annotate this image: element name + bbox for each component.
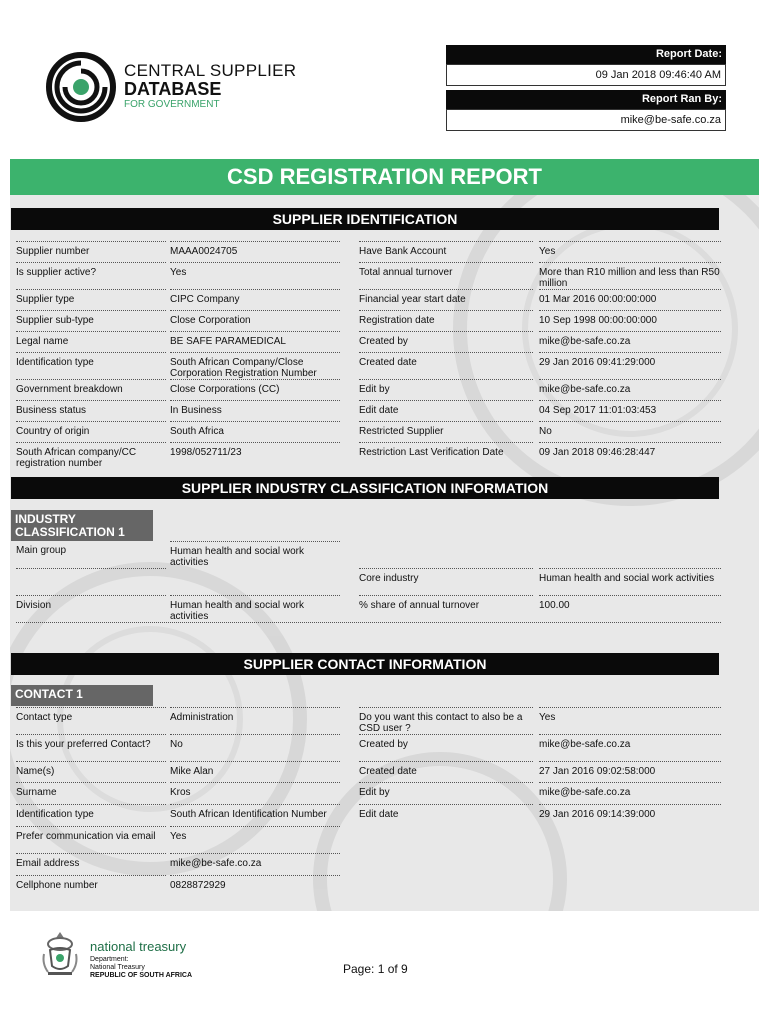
supplier-row-7-label-2: Edit by bbox=[359, 379, 533, 400]
contact-row-5-value: South African Identification Number bbox=[170, 804, 340, 826]
national-treasury-department bbox=[90, 956, 145, 972]
supplier-row-5-label: Legal name bbox=[16, 331, 166, 352]
supplier-row-5-label-2: Created by bbox=[359, 331, 533, 352]
supplier-row-5-value-2: mike@be-safe.co.za bbox=[539, 331, 721, 352]
report-title: CSD REGISTRATION REPORT bbox=[10, 159, 759, 195]
supplier-row-3-label: Supplier type bbox=[16, 289, 166, 310]
coat-of-arms-icon bbox=[40, 928, 80, 976]
share-turnover-label: % share of annual turnover bbox=[359, 595, 533, 622]
contact-row-8-label: Cellphone number bbox=[16, 875, 166, 897]
supplier-row-4-label: Supplier sub-type bbox=[16, 310, 166, 331]
supplier-row-4-value: Close Corporation bbox=[170, 310, 340, 331]
section-contact-information: SUPPLIER CONTACT INFORMATION bbox=[11, 653, 719, 675]
supplier-row-1-value-2: Yes bbox=[539, 241, 721, 262]
logo-line-3: FOR GOVERNMENT bbox=[124, 99, 220, 110]
report-footer bbox=[0, 915, 770, 1024]
supplier-row-3-value-2: 01 Mar 2016 00:00:00:000 bbox=[539, 289, 721, 310]
supplier-row-4-label-2: Registration date bbox=[359, 310, 533, 331]
contact-row-4-value-2: mike@be-safe.co.za bbox=[539, 782, 721, 804]
supplier-row-10-label: South African company/CC registration number bbox=[16, 442, 166, 469]
supplier-row-2-label: Is supplier active? bbox=[16, 262, 166, 289]
national-treasury-name: national treasury bbox=[90, 939, 187, 954]
contact-row-6-value: Yes bbox=[170, 826, 340, 853]
main-group-label: Main group bbox=[16, 545, 67, 556]
supplier-row-6-label-2: Created date bbox=[359, 352, 533, 379]
contact-row-7-label: Email address bbox=[16, 853, 166, 875]
supplier-row-2-label-2: Total annual turnover bbox=[359, 262, 533, 289]
supplier-row-2-value-2: More than R10 million and less than R50 million bbox=[539, 262, 721, 289]
supplier-row-7-value: Close Corporations (CC) bbox=[170, 379, 340, 400]
supplier-row-3-value: CIPC Company bbox=[170, 289, 340, 310]
supplier-row-9-value-2: No bbox=[539, 421, 721, 442]
core-industry-value: Human health and social work activities bbox=[539, 568, 721, 595]
contact-row-3-value: Mike Alan bbox=[170, 761, 340, 782]
division-label: Division bbox=[16, 595, 166, 622]
contact-row-1-value-2: Yes bbox=[539, 707, 721, 734]
contact-row-2-value: No bbox=[170, 734, 340, 761]
csd-maze-logo-icon bbox=[46, 52, 116, 122]
main-group-value: Human health and social work activities bbox=[170, 541, 340, 568]
contact-row-8-value: 0828872929 bbox=[170, 875, 340, 897]
supplier-row-9-value: South Africa bbox=[170, 421, 340, 442]
supplier-row-3-label-2: Financial year start date bbox=[359, 289, 533, 310]
supplier-row-10-value: 1998/052711/23 bbox=[170, 442, 340, 469]
contact-row-5-label-2: Edit date bbox=[359, 804, 533, 826]
report-date-label: Report Date: bbox=[446, 45, 726, 64]
contact-row-1-label: Contact type bbox=[16, 707, 166, 734]
report-ran-by-value: mike@be-safe.co.za bbox=[446, 109, 726, 131]
share-turnover-value: 100.00 bbox=[539, 595, 721, 622]
contact-subheader: CONTACT 1 bbox=[11, 685, 153, 706]
report-header bbox=[0, 0, 770, 150]
supplier-row-8-label: Business status bbox=[16, 400, 166, 421]
contact-row-5-value-2: 29 Jan 2016 09:14:39:000 bbox=[539, 804, 721, 826]
supplier-row-6-label: Identification type bbox=[16, 352, 166, 379]
industry-classification-subheader: INDUSTRY CLASSIFICATION 1 bbox=[11, 510, 153, 541]
contact-row-4-label: Surname bbox=[16, 782, 166, 804]
contact-row-4-label-2: Edit by bbox=[359, 782, 533, 804]
division-value: Human health and social work activities bbox=[170, 595, 340, 622]
contact-row-2-label: Is this your preferred Contact? bbox=[16, 734, 166, 761]
supplier-row-9-label-2: Restricted Supplier bbox=[359, 421, 533, 442]
contact-row-3-value-2: 27 Jan 2016 09:02:58:000 bbox=[539, 761, 721, 782]
report-date-value: 09 Jan 2018 09:46:40 AM bbox=[446, 64, 726, 86]
contact-row-7-value: mike@be-safe.co.za bbox=[170, 853, 340, 875]
industry-blank-cell bbox=[16, 568, 166, 595]
supplier-row-10-value-2: 09 Jan 2018 09:46:28:447 bbox=[539, 442, 721, 469]
contact-row-3-label-2: Created date bbox=[359, 761, 533, 782]
contact-row-6-label: Prefer communication via email bbox=[16, 826, 166, 853]
supplier-row-6-value-2: 29 Jan 2016 09:41:29:000 bbox=[539, 352, 721, 379]
contact-row-2-label-2: Created by bbox=[359, 734, 533, 761]
supplier-row-8-value: In Business bbox=[170, 400, 340, 421]
contact-row-3-label: Name(s) bbox=[16, 761, 166, 782]
contact-row-2-value-2: mike@be-safe.co.za bbox=[539, 734, 721, 761]
contact-row-4-value: Kros bbox=[170, 782, 340, 804]
page-number: Page: 1 of 9 bbox=[343, 962, 408, 976]
section-industry-classification: SUPPLIER INDUSTRY CLASSIFICATION INFORMATION bbox=[11, 477, 719, 499]
report-meta bbox=[446, 45, 726, 131]
department-label: Department: bbox=[90, 956, 129, 963]
supplier-row-2-value: Yes bbox=[170, 262, 340, 289]
supplier-row-9-label: Country of origin bbox=[16, 421, 166, 442]
report-ran-by-label: Report Ran By: bbox=[446, 90, 726, 109]
supplier-row-6-value: South African Company/Close Corporation Registration Number bbox=[170, 352, 340, 379]
contact-row-1-value: Administration bbox=[170, 707, 340, 734]
republic-label: REPUBLIC OF SOUTH AFRICA bbox=[90, 972, 193, 979]
supplier-row-7-value-2: mike@be-safe.co.za bbox=[539, 379, 721, 400]
supplier-row-8-value-2: 04 Sep 2017 11:01:03:453 bbox=[539, 400, 721, 421]
section-supplier-identification: SUPPLIER IDENTIFICATION bbox=[11, 208, 719, 230]
supplier-row-8-label-2: Edit date bbox=[359, 400, 533, 421]
contact-row-5-label: Identification type bbox=[16, 804, 166, 826]
supplier-row-1-label-2: Have Bank Account bbox=[359, 241, 533, 262]
core-industry-label: Core industry bbox=[359, 568, 533, 595]
logo-line-2: DATABASE bbox=[124, 79, 222, 99]
logo-line-1: CENTRAL SUPPLIER bbox=[124, 61, 297, 80]
department-name: National Treasury bbox=[90, 964, 145, 971]
supplier-row-1-value: MAAA0024705 bbox=[170, 241, 340, 262]
industry-divider bbox=[16, 622, 721, 627]
supplier-row-5-value: BE SAFE PARAMEDICAL bbox=[170, 331, 340, 352]
contact-row-1-label-2: Do you want this contact to also be a CSD user ? bbox=[359, 707, 533, 734]
supplier-row-4-value-2: 10 Sep 1998 00:00:00:000 bbox=[539, 310, 721, 331]
logo-text bbox=[124, 62, 296, 110]
supplier-row-10-label-2: Restriction Last Verification Date bbox=[359, 442, 533, 469]
supplier-row-1-label: Supplier number bbox=[16, 241, 166, 262]
supplier-row-7-label: Government breakdown bbox=[16, 379, 166, 400]
